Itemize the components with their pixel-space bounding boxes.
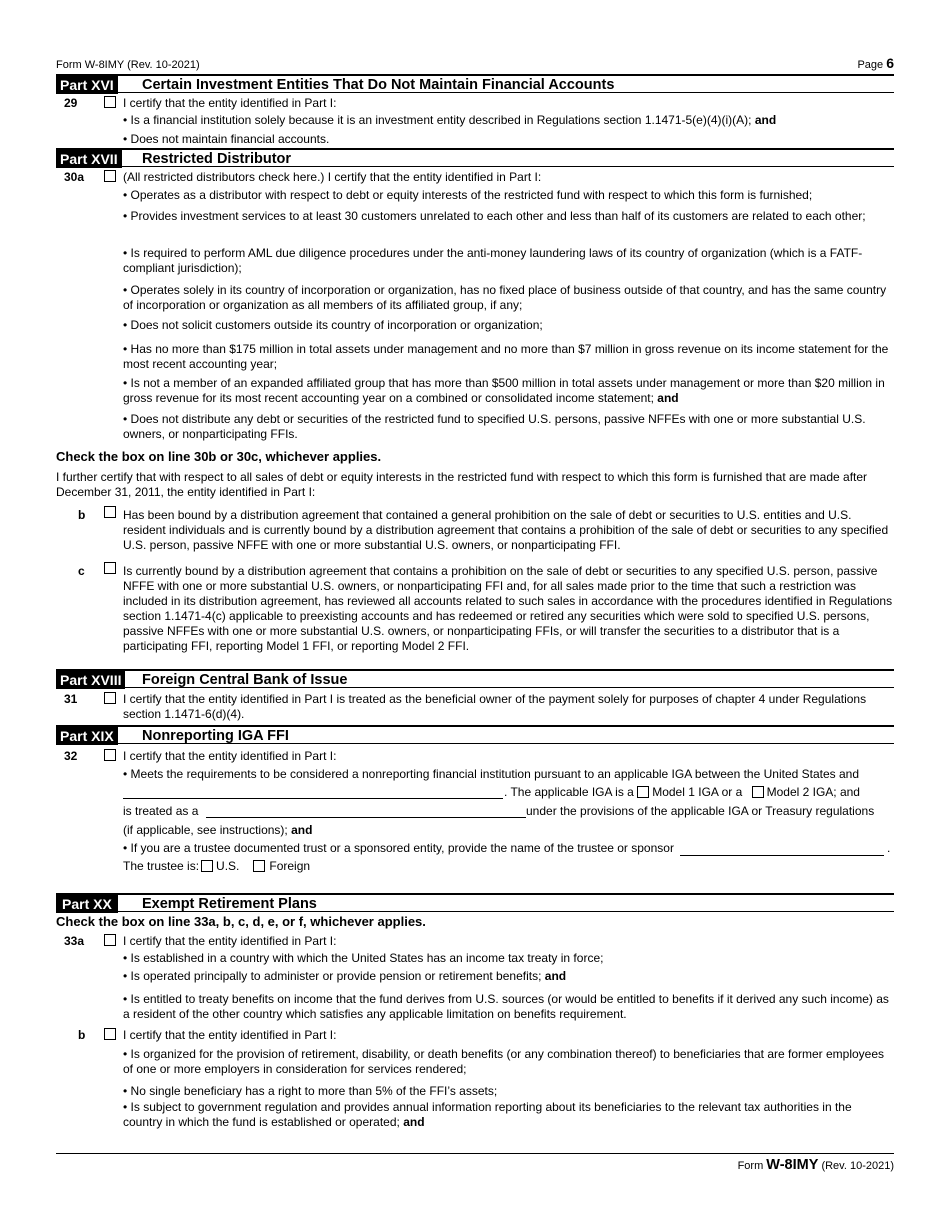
part-title: Foreign Central Bank of Issue	[142, 672, 348, 688]
part-tag: Part XVII	[56, 150, 122, 168]
trustee-name-field[interactable]	[680, 855, 884, 856]
check-33-heading: Check the box on line 33a, b, c, d, e, or f, whichever applies.	[56, 914, 426, 929]
line-31-text: I certify that the entity identified in Part I is treated as the beneficial owner of the payment solely for purposes of chapter 4 under Regulations section 1.1471-6(d)(4).	[123, 692, 867, 721]
line-number-30b: b	[78, 508, 86, 522]
country-field[interactable]	[123, 798, 503, 799]
line-30a-bullet-8: • Does not distribute any debt or securities of the restricted fund to specified U.S. persons, passive NFFEs with one or more substantial U.S. owners, or nonparticipating FFIs.	[123, 412, 866, 441]
line-30a-bullet-4: • Operates solely in its country of incorporation or organization, has no fixed place of business outside of that country, and has the same country of incorporation or organization as all members of its affiliated group, if any;	[123, 283, 887, 312]
treated-as-field[interactable]	[206, 817, 526, 818]
line-number-33a: 33a	[64, 934, 85, 948]
page-footer	[56, 1153, 894, 1173]
applicable-iga-text: . The applicable IGA is a Model 1 IGA or a Model 2 IGA; and	[504, 785, 860, 799]
line-30b-text: Has been bound by a distribution agreement that contained a general prohibition on the sale of debt or securities to U.S. entities and U.S. resident individuals and is currently bound by a distribution agreement that contains a prohibition of the sale of debt or securities to any specified U.S. person, passive NFFE with one or more substantial U.S. owners, or nonparticipating FFI.	[123, 508, 889, 552]
part-tag: Part XVI	[56, 76, 118, 94]
line-33b-certify: I certify that the entity identified in Part I:	[123, 1028, 337, 1042]
checkbox-line-31[interactable]	[104, 692, 116, 704]
part-title: Certain Investment Entities That Do Not Maintain Financial Accounts	[142, 77, 615, 93]
part-xviii-header	[56, 669, 894, 688]
line-30a-bullet-2: • Provides investment services to at least 30 customers unrelated to each other and less than half of its customers are related to each other;	[123, 209, 866, 223]
line-33a-bullet-1: • Is established in a country with which the United States has an income tax treaty in force;	[123, 951, 604, 965]
line-33b-bullet-3: • Is subject to government regulation and provides annual information reporting about its beneficiaries to the relevant tax authorities in the country in which the fund is established or operated; and	[123, 1100, 852, 1129]
checkbox-line-33b[interactable]	[104, 1028, 116, 1040]
line-number-32: 32	[64, 749, 78, 763]
checkbox-line-32[interactable]	[104, 749, 116, 761]
page-number: Page 6	[857, 55, 894, 71]
line-30a-bullet-5: • Does not solicit customers outside its country of incorporation or organization;	[123, 318, 543, 332]
page-header	[56, 56, 894, 72]
line-30a-bullet-3: • Is required to perform AML due diligence procedures under the anti-money laundering laws of its country of organization (which is a FATF-compliant jurisdiction);	[123, 246, 863, 275]
checkbox-trustee-us[interactable]	[201, 860, 213, 872]
part-xvi-header	[56, 74, 894, 93]
checkbox-model-2-iga[interactable]	[752, 786, 764, 798]
line-33a-certify: I certify that the entity identified in Part I:	[123, 934, 337, 948]
treated-as-label: is treated as a	[123, 804, 199, 818]
line-30a-certify: (All restricted distributors check here.) I certify that the entity identified in Part I:	[123, 170, 542, 184]
checkbox-line-30b[interactable]	[104, 506, 116, 518]
part-title: Restricted Distributor	[142, 151, 292, 167]
check-30b-30c-heading: Check the box on line 30b or 30c, whichever applies.	[56, 449, 382, 464]
part-xvii-header	[56, 148, 894, 167]
part-title: Nonreporting IGA FFI	[142, 728, 289, 744]
part-tag: Part XX	[56, 895, 118, 913]
checkbox-model-1-iga[interactable]	[637, 786, 649, 798]
line-33a-bullet-2: • Is operated principally to administer or provide pension or retirement benefits; and	[123, 969, 567, 983]
line-number-30c: c	[78, 564, 85, 578]
form-revision: Form W-8IMY (Rev. 10-2021)	[56, 59, 200, 71]
part-title: Exempt Retirement Plans	[142, 896, 317, 912]
checkbox-line-29[interactable]	[104, 96, 116, 108]
line-number-33b: b	[78, 1028, 86, 1042]
part-xix-header	[56, 725, 894, 744]
trustee-question: • If you are a trustee documented trust or a sponsored entity, provide the name of the trustee or sponsor	[123, 841, 674, 855]
part-tag: Part XVIII	[56, 671, 125, 689]
if-applicable-text: (if applicable, see instructions); and	[123, 823, 313, 837]
line-32-bullet-1: • Meets the requirements to be considered a nonreporting financial institution pursuant to an applicable IGA between the United States and	[123, 767, 859, 781]
trustee-period: .	[887, 841, 891, 855]
line-33b-bullet-2: • No single beneficiary has a right to more than 5% of the FFI’s assets;	[123, 1084, 498, 1098]
line-number-30a: 30a	[64, 170, 85, 184]
line-number-29: 29	[64, 96, 78, 110]
line-29-certify: I certify that the entity identified in Part I:	[123, 96, 337, 110]
part-tag: Part XIX	[56, 727, 118, 745]
provisions-text: under the provisions of the applicable IGA or Treasury regulations	[526, 804, 875, 818]
line-30a-bullet-6: • Has no more than $175 million in total assets under management and no more than $7 million in gross revenue on its income statement for the most recent accounting year;	[123, 342, 889, 371]
checkbox-line-30c[interactable]	[104, 562, 116, 574]
line-29-bullet-1: • Is a financial institution solely because it is an investment entity described in Regulations section 1.1471-5(e)(4)(i)(A); and	[123, 113, 777, 127]
part-xx-header	[56, 893, 894, 912]
checkbox-trustee-foreign[interactable]	[253, 860, 265, 872]
checkbox-line-33a[interactable]	[104, 934, 116, 946]
footer-form-name: Form W-8IMY (Rev. 10-2021)	[737, 1157, 894, 1173]
line-30a-bullet-7: • Is not a member of an expanded affiliated group that has more than $500 million in total assets under management or more than $20 million in gross revenue for its most recent accounting year on a combined or consolidated income statement; and	[123, 376, 885, 405]
line-32-certify: I certify that the entity identified in Part I:	[123, 749, 337, 763]
further-certify-text: I further certify that with respect to all sales of debt or equity interests in the restricted fund with respect to which this form is furnished that are made after December 31, 2011, the entity identified in Part I:	[56, 470, 868, 499]
line-33a-bullet-3: • Is entitled to treaty benefits on income that the fund derives from U.S. sources (or would be entitled to benefits if it derived any such income) as a resident of the other country which satisfies any applicable limitation on benefits requirement.	[123, 992, 889, 1021]
line-30a-bullet-1: • Operates as a distributor with respect to debt or equity interests of the restricted fund with respect to which this form is furnished;	[123, 188, 813, 202]
line-number-31: 31	[64, 692, 78, 706]
line-30c-text: Is currently bound by a distribution agreement that contains a prohibition on the sale of debt or securities to any specified U.S. person, passive NFFE with one or more substantial U.S. owners, or nonparticipating FFI and, for all sales made prior to the time that such a restriction was included in its distribution agreement, has reviewed all accounts related to such sales in accordance with the procedures identified in Regulations section 1.1471-4(c) applicable to preexisting accounts and has redeemed or retired any securities which were sold to specified U.S. persons, passive NFFEs with one or more substantial U.S. owners, or nonparticipating FFIs, or will transfer the securities to a distributor that is a participating FFI, reporting Model 1 FFI, or reporting Model 2 FFI.	[123, 564, 893, 653]
line-29-bullet-2: • Does not maintain financial accounts.	[123, 132, 330, 146]
trustee-is-row: The trustee is: U.S. Foreign	[123, 859, 311, 873]
checkbox-line-30a[interactable]	[104, 170, 116, 182]
line-33b-bullet-1: • Is organized for the provision of retirement, disability, or death benefits (or any combination thereof) to beneficiaries that are former employees of one or more employers in consideration for services rendered;	[123, 1047, 885, 1076]
